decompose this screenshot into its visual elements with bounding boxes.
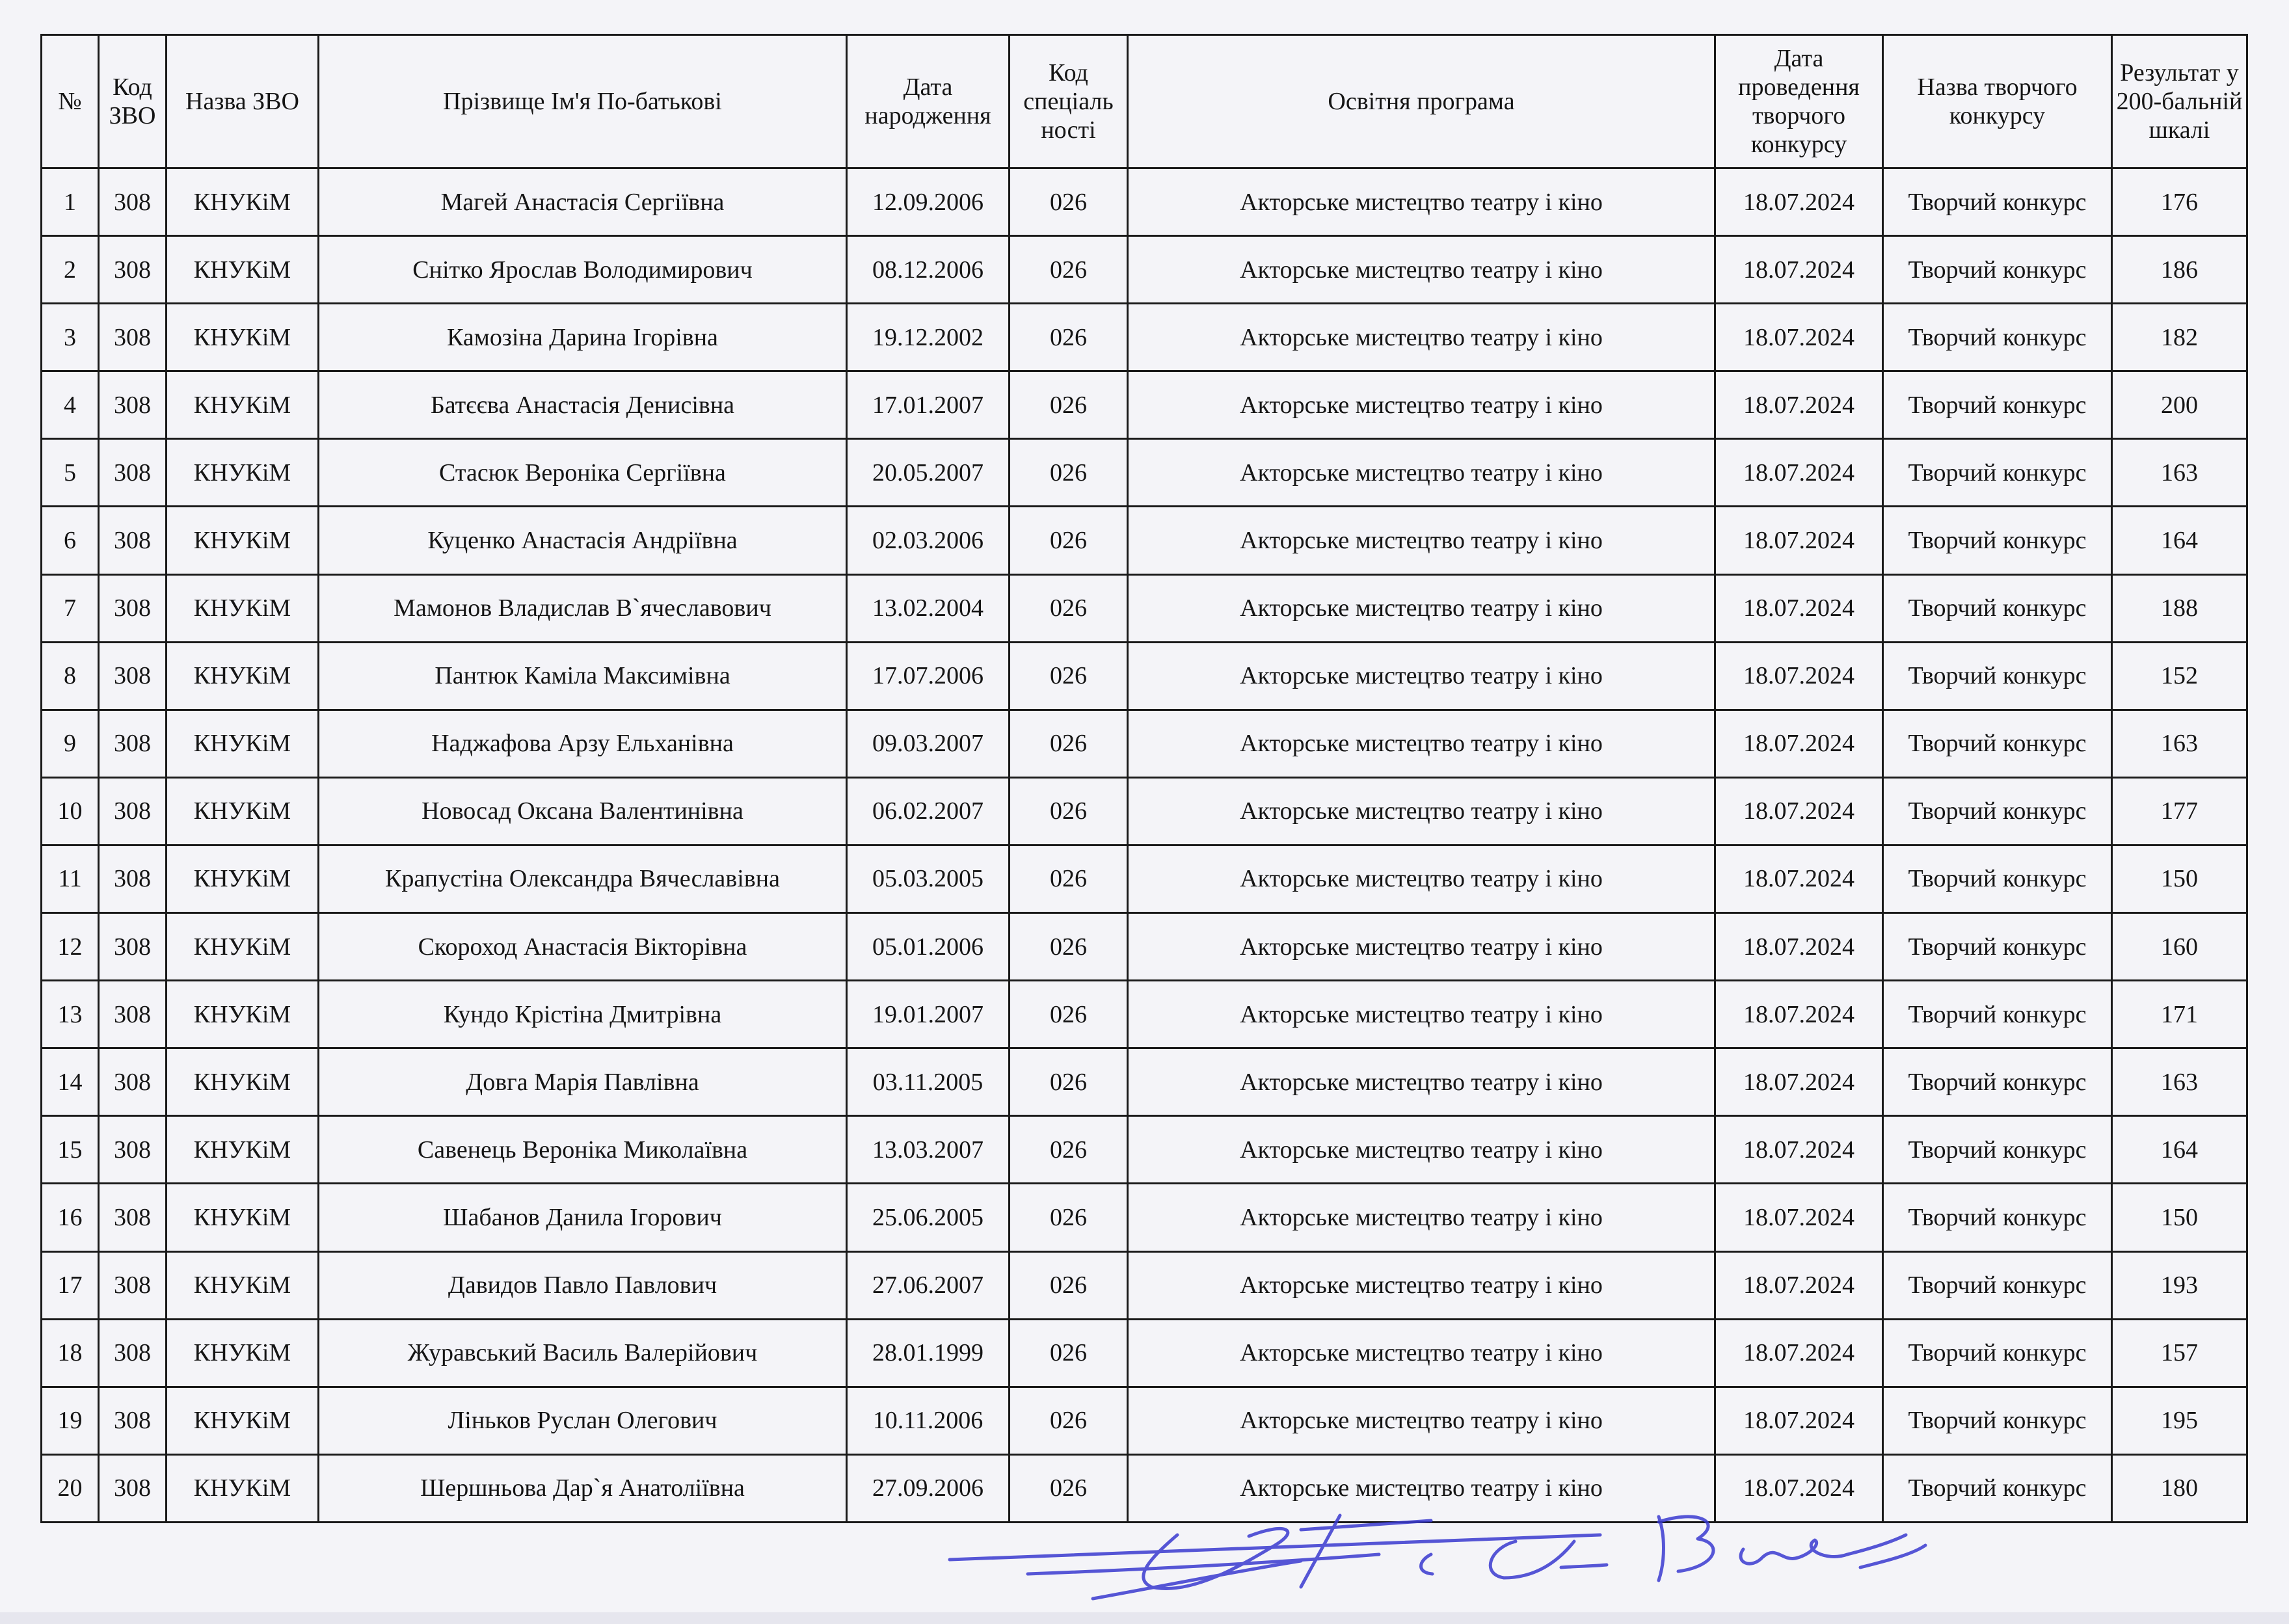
cell-contest-date: 18.07.2024 (1715, 236, 1883, 304)
table-row (42, 574, 2247, 642)
cell-birth-date: 25.06.2005 (847, 1184, 1010, 1251)
cell-row-number: 4 (42, 371, 99, 439)
cell-row-number: 7 (42, 574, 99, 642)
cell-full-name: Довга Марія Павлівна (319, 1048, 847, 1116)
cell-specialty-code: 026 (1010, 439, 1128, 507)
cell-full-name: Батєєва Анастасія Денисівна (319, 371, 847, 439)
cell-contest-name: Творчий конкурс (1883, 304, 2112, 371)
cell-contest-name: Творчий конкурс (1883, 1048, 2112, 1116)
cell-contest-date: 18.07.2024 (1715, 507, 1883, 574)
cell-contest-name: Творчий конкурс (1883, 913, 2112, 981)
cell-birth-date: 20.05.2007 (847, 439, 1010, 507)
col-header-specialty-code: Код спеціаль ності (1010, 35, 1128, 168)
col-header-birth-date: Дата народження (847, 35, 1010, 168)
cell-full-name: Куценко Анастасія Андріївна (319, 507, 847, 574)
cell-birth-date: 27.09.2006 (847, 1454, 1010, 1522)
cell-row-number: 12 (42, 913, 99, 981)
cell-score: 163 (2112, 439, 2247, 507)
cell-institution-code: 308 (99, 1454, 167, 1522)
cell-institution-code: 308 (99, 304, 167, 371)
cell-full-name: Камозіна Дарина Ігорівна (319, 304, 847, 371)
cell-program: Акторське мистецтво театру і кіно (1128, 1387, 1715, 1454)
cell-contest-date: 18.07.2024 (1715, 913, 1883, 981)
cell-institution-name: КНУКіМ (167, 168, 319, 236)
cell-row-number: 5 (42, 439, 99, 507)
cell-specialty-code: 026 (1010, 1454, 1128, 1522)
cell-specialty-code: 026 (1010, 507, 1128, 574)
cell-contest-date: 18.07.2024 (1715, 845, 1883, 912)
cell-birth-date: 02.03.2006 (847, 507, 1010, 574)
cell-institution-code: 308 (99, 642, 167, 710)
cell-specialty-code: 026 (1010, 1116, 1128, 1184)
cell-program: Акторське мистецтво театру і кіно (1128, 981, 1715, 1048)
cell-program: Акторське мистецтво театру і кіно (1128, 777, 1715, 845)
cell-birth-date: 05.03.2005 (847, 845, 1010, 912)
cell-full-name: Снітко Ярослав Володимирович (319, 236, 847, 304)
cell-institution-code: 308 (99, 710, 167, 777)
col-header-full-name: Прізвище Ім'я По-батькові (319, 35, 847, 168)
cell-score: 186 (2112, 236, 2247, 304)
cell-row-number: 10 (42, 777, 99, 845)
col-header-program: Освітня програма (1128, 35, 1715, 168)
table-row (42, 913, 2247, 981)
cell-row-number: 14 (42, 1048, 99, 1116)
table-row (42, 236, 2247, 304)
cell-birth-date: 19.12.2002 (847, 304, 1010, 371)
cell-full-name: Пантюк Каміла Максимівна (319, 642, 847, 710)
cell-program: Акторське мистецтво театру і кіно (1128, 1184, 1715, 1251)
cell-contest-date: 18.07.2024 (1715, 1048, 1883, 1116)
cell-birth-date: 09.03.2007 (847, 710, 1010, 777)
table-row (42, 371, 2247, 439)
cell-full-name: Мамонов Владислав В`ячеславович (319, 574, 847, 642)
cell-institution-code: 308 (99, 236, 167, 304)
cell-full-name: Савенець Вероніка Миколаївна (319, 1116, 847, 1184)
cell-score: 180 (2112, 1454, 2247, 1522)
cell-row-number: 11 (42, 845, 99, 912)
cell-institution-name: КНУКіМ (167, 371, 319, 439)
cell-row-number: 8 (42, 642, 99, 710)
table-row (42, 710, 2247, 777)
cell-specialty-code: 026 (1010, 1319, 1128, 1387)
cell-birth-date: 28.01.1999 (847, 1319, 1010, 1387)
cell-contest-name: Творчий конкурс (1883, 371, 2112, 439)
cell-score: 157 (2112, 1319, 2247, 1387)
cell-program: Акторське мистецтво театру і кіно (1128, 1319, 1715, 1387)
col-header-contest-name: Назва творчого конкурсу (1883, 35, 2112, 168)
cell-full-name: Стасюк Вероніка Сергіївна (319, 439, 847, 507)
cell-row-number: 18 (42, 1319, 99, 1387)
cell-contest-date: 18.07.2024 (1715, 1387, 1883, 1454)
table-row (42, 304, 2247, 371)
cell-institution-name: КНУКіМ (167, 1048, 319, 1116)
cell-row-number: 3 (42, 304, 99, 371)
cell-row-number: 13 (42, 981, 99, 1048)
cell-institution-code: 308 (99, 1251, 167, 1319)
cell-birth-date: 06.02.2007 (847, 777, 1010, 845)
cell-specialty-code: 026 (1010, 1251, 1128, 1319)
cell-score: 163 (2112, 1048, 2247, 1116)
cell-birth-date: 10.11.2006 (847, 1387, 1010, 1454)
cell-specialty-code: 026 (1010, 574, 1128, 642)
cell-program: Акторське мистецтво театру і кіно (1128, 507, 1715, 574)
cell-institution-code: 308 (99, 981, 167, 1048)
cell-birth-date: 03.11.2005 (847, 1048, 1010, 1116)
cell-program: Акторське мистецтво театру і кіно (1128, 710, 1715, 777)
cell-contest-name: Творчий конкурс (1883, 642, 2112, 710)
col-header-contest-date: Дата проведення творчого конкурсу (1715, 35, 1883, 168)
cell-institution-name: КНУКіМ (167, 1116, 319, 1184)
cell-contest-date: 18.07.2024 (1715, 1184, 1883, 1251)
cell-institution-code: 308 (99, 439, 167, 507)
cell-birth-date: 08.12.2006 (847, 236, 1010, 304)
cell-contest-date: 18.07.2024 (1715, 1251, 1883, 1319)
cell-full-name: Ліньков Руслан Олегович (319, 1387, 847, 1454)
cell-institution-name: КНУКіМ (167, 642, 319, 710)
cell-full-name: Шершньова Дар`я Анатоліївна (319, 1454, 847, 1522)
cell-institution-name: КНУКіМ (167, 1319, 319, 1387)
cell-institution-name: КНУКіМ (167, 1387, 319, 1454)
cell-score: 182 (2112, 304, 2247, 371)
cell-institution-name: КНУКіМ (167, 574, 319, 642)
cell-row-number: 1 (42, 168, 99, 236)
cell-contest-name: Творчий конкурс (1883, 168, 2112, 236)
col-header-institution-code: Код ЗВО (99, 35, 167, 168)
cell-contest-date: 18.07.2024 (1715, 439, 1883, 507)
cell-contest-name: Творчий конкурс (1883, 981, 2112, 1048)
cell-institution-code: 308 (99, 1184, 167, 1251)
cell-program: Акторське мистецтво театру і кіно (1128, 371, 1715, 439)
cell-row-number: 9 (42, 710, 99, 777)
cell-row-number: 6 (42, 507, 99, 574)
cell-contest-date: 18.07.2024 (1715, 574, 1883, 642)
cell-specialty-code: 026 (1010, 1184, 1128, 1251)
cell-institution-name: КНУКіМ (167, 777, 319, 845)
table-row (42, 981, 2247, 1048)
cell-institution-code: 308 (99, 845, 167, 912)
table-row (42, 1319, 2247, 1387)
cell-institution-name: КНУКіМ (167, 710, 319, 777)
cell-birth-date: 05.01.2006 (847, 913, 1010, 981)
cell-contest-date: 18.07.2024 (1715, 981, 1883, 1048)
cell-full-name: Кундо Крістіна Дмитрівна (319, 981, 847, 1048)
cell-institution-name: КНУКіМ (167, 439, 319, 507)
cell-program: Акторське мистецтво театру і кіно (1128, 1116, 1715, 1184)
cell-score: 150 (2112, 845, 2247, 912)
cell-contest-date: 18.07.2024 (1715, 371, 1883, 439)
cell-institution-code: 308 (99, 1048, 167, 1116)
cell-specialty-code: 026 (1010, 1387, 1128, 1454)
cell-program: Акторське мистецтво театру і кіно (1128, 439, 1715, 507)
header-row (42, 35, 2247, 168)
cell-program: Акторське мистецтво театру і кіно (1128, 1454, 1715, 1522)
cell-specialty-code: 026 (1010, 981, 1128, 1048)
cell-program: Акторське мистецтво театру і кіно (1128, 1048, 1715, 1116)
cell-row-number: 15 (42, 1116, 99, 1184)
cell-contest-date: 18.07.2024 (1715, 777, 1883, 845)
cell-contest-date: 18.07.2024 (1715, 304, 1883, 371)
cell-contest-name: Творчий конкурс (1883, 845, 2112, 912)
cell-contest-name: Творчий конкурс (1883, 1387, 2112, 1454)
cell-score: 195 (2112, 1387, 2247, 1454)
cell-contest-name: Творчий конкурс (1883, 574, 2112, 642)
cell-contest-date: 18.07.2024 (1715, 168, 1883, 236)
cell-contest-date: 18.07.2024 (1715, 710, 1883, 777)
cell-full-name: Скороход Анастасія Вікторівна (319, 913, 847, 981)
cell-birth-date: 13.02.2004 (847, 574, 1010, 642)
cell-birth-date: 19.01.2007 (847, 981, 1010, 1048)
cell-birth-date: 13.03.2007 (847, 1116, 1010, 1184)
cell-institution-code: 308 (99, 1387, 167, 1454)
cell-specialty-code: 026 (1010, 845, 1128, 912)
table-row (42, 1116, 2247, 1184)
cell-score: 193 (2112, 1251, 2247, 1319)
scan-edge (0, 1612, 2289, 1624)
table-row (42, 507, 2247, 574)
table-row (42, 439, 2247, 507)
cell-score: 163 (2112, 710, 2247, 777)
col-header-score: Результат у 200-бальній шкалі (2112, 35, 2247, 168)
cell-full-name: Журавський Василь Валерійович (319, 1319, 847, 1387)
cell-institution-name: КНУКіМ (167, 1454, 319, 1522)
cell-row-number: 2 (42, 236, 99, 304)
cell-contest-name: Творчий конкурс (1883, 439, 2112, 507)
cell-birth-date: 17.01.2007 (847, 371, 1010, 439)
cell-score: 160 (2112, 913, 2247, 981)
cell-institution-name: КНУКіМ (167, 845, 319, 912)
cell-program: Акторське мистецтво театру і кіно (1128, 236, 1715, 304)
table-row (42, 845, 2247, 912)
cell-specialty-code: 026 (1010, 913, 1128, 981)
cell-specialty-code: 026 (1010, 710, 1128, 777)
cell-institution-code: 308 (99, 507, 167, 574)
cell-specialty-code: 026 (1010, 168, 1128, 236)
cell-contest-name: Творчий конкурс (1883, 710, 2112, 777)
table-row (42, 1048, 2247, 1116)
cell-row-number: 16 (42, 1184, 99, 1251)
cell-score: 177 (2112, 777, 2247, 845)
cell-program: Акторське мистецтво театру і кіно (1128, 304, 1715, 371)
cell-specialty-code: 026 (1010, 371, 1128, 439)
cell-institution-name: КНУКіМ (167, 1251, 319, 1319)
col-header-institution-name: Назва ЗВО (167, 35, 319, 168)
cell-birth-date: 12.09.2006 (847, 168, 1010, 236)
cell-row-number: 19 (42, 1387, 99, 1454)
cell-institution-code: 308 (99, 1319, 167, 1387)
cell-score: 171 (2112, 981, 2247, 1048)
cell-contest-date: 18.07.2024 (1715, 1454, 1883, 1522)
cell-contest-name: Творчий конкурс (1883, 1251, 2112, 1319)
signature-mark (937, 1489, 2042, 1619)
cell-program: Акторське мистецтво театру і кіно (1128, 845, 1715, 912)
cell-specialty-code: 026 (1010, 236, 1128, 304)
cell-institution-name: КНУКіМ (167, 913, 319, 981)
cell-institution-code: 308 (99, 913, 167, 981)
results-body (42, 168, 2247, 1523)
cell-score: 164 (2112, 507, 2247, 574)
cell-contest-date: 18.07.2024 (1715, 642, 1883, 710)
cell-full-name: Новосад Оксана Валентинівна (319, 777, 847, 845)
cell-program: Акторське мистецтво театру і кіно (1128, 1251, 1715, 1319)
cell-full-name: Крапустіна Олександра Вячеславівна (319, 845, 847, 912)
table-row (42, 1184, 2247, 1251)
cell-institution-name: КНУКіМ (167, 1184, 319, 1251)
cell-contest-name: Творчий конкурс (1883, 236, 2112, 304)
cell-institution-code: 308 (99, 777, 167, 845)
table-row (42, 777, 2247, 845)
cell-score: 150 (2112, 1184, 2247, 1251)
cell-institution-code: 308 (99, 371, 167, 439)
cell-specialty-code: 026 (1010, 1048, 1128, 1116)
cell-program: Акторське мистецтво театру і кіно (1128, 642, 1715, 710)
table-row (42, 1251, 2247, 1319)
cell-specialty-code: 026 (1010, 777, 1128, 845)
cell-score: 152 (2112, 642, 2247, 710)
cell-birth-date: 27.06.2007 (847, 1251, 1010, 1319)
cell-row-number: 17 (42, 1251, 99, 1319)
cell-specialty-code: 026 (1010, 642, 1128, 710)
cell-institution-name: КНУКіМ (167, 507, 319, 574)
cell-contest-name: Творчий конкурс (1883, 507, 2112, 574)
cell-contest-name: Творчий конкурс (1883, 1319, 2112, 1387)
cell-institution-name: КНУКіМ (167, 304, 319, 371)
table-row (42, 642, 2247, 710)
cell-program: Акторське мистецтво театру і кіно (1128, 913, 1715, 981)
col-header-number: № (42, 35, 99, 168)
table-row (42, 1387, 2247, 1454)
cell-institution-name: КНУКіМ (167, 981, 319, 1048)
cell-full-name: Наджафова Арзу Ельханівна (319, 710, 847, 777)
cell-contest-name: Творчий конкурс (1883, 1454, 2112, 1522)
cell-program: Акторське мистецтво театру і кіно (1128, 168, 1715, 236)
cell-program: Акторське мистецтво театру і кіно (1128, 574, 1715, 642)
cell-score: 164 (2112, 1116, 2247, 1184)
cell-contest-date: 18.07.2024 (1715, 1116, 1883, 1184)
cell-institution-code: 308 (99, 1116, 167, 1184)
cell-score: 200 (2112, 371, 2247, 439)
cell-contest-name: Творчий конкурс (1883, 1116, 2112, 1184)
cell-institution-code: 308 (99, 168, 167, 236)
cell-score: 188 (2112, 574, 2247, 642)
cell-contest-date: 18.07.2024 (1715, 1319, 1883, 1387)
cell-institution-code: 308 (99, 574, 167, 642)
cell-full-name: Давидов Павло Павлович (319, 1251, 847, 1319)
table-row (42, 168, 2247, 236)
cell-full-name: Шабанов Данила Ігорович (319, 1184, 847, 1251)
cell-contest-name: Творчий конкурс (1883, 777, 2112, 845)
cell-contest-name: Творчий конкурс (1883, 1184, 2112, 1251)
cell-institution-name: КНУКіМ (167, 236, 319, 304)
results-table (40, 34, 2248, 1523)
cell-full-name: Магей Анастасія Сергіївна (319, 168, 847, 236)
cell-birth-date: 17.07.2006 (847, 642, 1010, 710)
cell-row-number: 20 (42, 1454, 99, 1522)
cell-specialty-code: 026 (1010, 304, 1128, 371)
cell-score: 176 (2112, 168, 2247, 236)
